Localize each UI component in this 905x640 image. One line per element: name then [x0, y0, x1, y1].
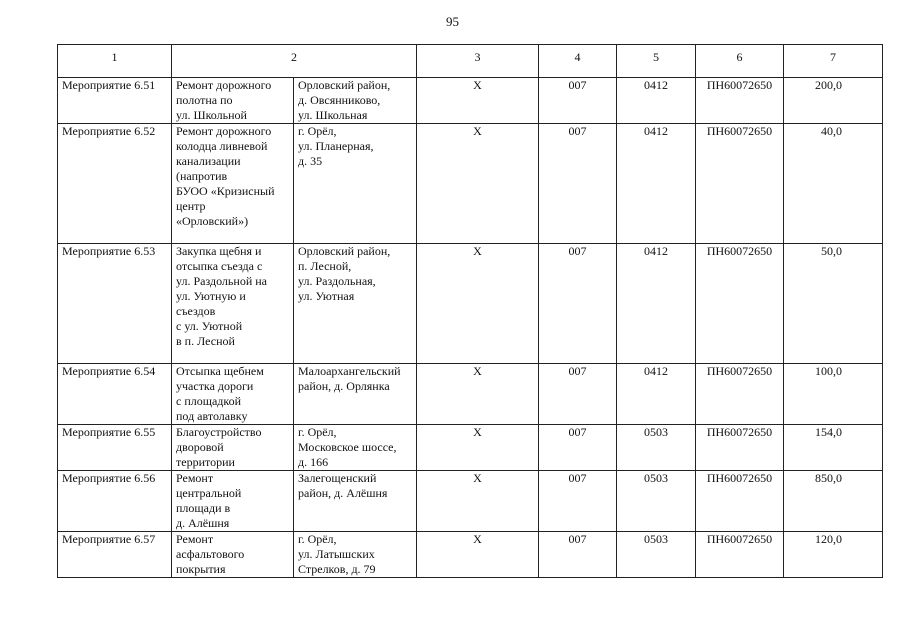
col3-cell: Х: [417, 364, 539, 425]
col4-cell: 007: [539, 244, 617, 364]
col3-cell: Х: [417, 425, 539, 471]
event-name-cell: Ремонт дорожного полотна по ул. Школьной: [172, 78, 294, 124]
col4-cell: 007: [539, 364, 617, 425]
address-cell: Орловский район, п. Лесной, ул. Раздольная, ул. Уютная: [294, 244, 417, 364]
table-row: [58, 532, 883, 578]
event-cell: Мероприятие 6.55: [58, 425, 172, 471]
col6-cell: ПН60072650: [696, 124, 784, 244]
col4-cell: 007: [539, 124, 617, 244]
col5-cell: 0412: [617, 78, 696, 124]
budget-table: [57, 44, 883, 578]
event-name-cell: Ремонт центральной площади в д. Алёшня: [172, 471, 294, 532]
col3-cell: Х: [417, 532, 539, 578]
table-row: [58, 244, 883, 364]
event-name-cell: Ремонт дорожного колодца ливневой канализации (напротив БУОО «Кризисный центр «Орловский»): [172, 124, 294, 244]
table-row: [58, 471, 883, 532]
col6-cell: ПН60072650: [696, 425, 784, 471]
address-cell: г. Орёл, ул. Латышских Стрелков, д. 79: [294, 532, 417, 578]
col7-cell: 50,0: [784, 244, 883, 364]
table-row: [58, 124, 883, 244]
table-row: [58, 425, 883, 471]
col3-cell: Х: [417, 78, 539, 124]
col5-cell: 0412: [617, 124, 696, 244]
col7-cell: 40,0: [784, 124, 883, 244]
col6-cell: ПН60072650: [696, 244, 784, 364]
col5-cell: 0503: [617, 471, 696, 532]
address-cell: Малоархангельский район, д. Орлянка: [294, 364, 417, 425]
page-number: 95: [446, 14, 459, 29]
col5-cell: 0503: [617, 425, 696, 471]
header-cell: 4: [539, 45, 617, 78]
col5-cell: 0412: [617, 244, 696, 364]
event-cell: Мероприятие 6.54: [58, 364, 172, 425]
col4-cell: 007: [539, 532, 617, 578]
col4-cell: 007: [539, 425, 617, 471]
event-name-cell: Отсыпка щебнем участка дороги с площадкой под автолавку: [172, 364, 294, 425]
col4-cell: 007: [539, 471, 617, 532]
col5-cell: 0503: [617, 532, 696, 578]
col7-cell: 850,0: [784, 471, 883, 532]
col6-cell: ПН60072650: [696, 364, 784, 425]
col7-cell: 120,0: [784, 532, 883, 578]
header-cell: 2: [172, 45, 417, 78]
col5-cell: 0412: [617, 364, 696, 425]
address-cell: Орловский район, д. Овсянниково, ул. Школьная: [294, 78, 417, 124]
event-cell: Мероприятие 6.51: [58, 78, 172, 124]
header-cell: 6: [696, 45, 784, 78]
col7-cell: 100,0: [784, 364, 883, 425]
event-name-cell: Ремонт асфальтового покрытия: [172, 532, 294, 578]
col7-cell: 200,0: [784, 78, 883, 124]
col3-cell: Х: [417, 471, 539, 532]
event-cell: Мероприятие 6.52: [58, 124, 172, 244]
event-cell: Мероприятие 6.57: [58, 532, 172, 578]
event-name-cell: Закупка щебня и отсыпка съезда с ул. Раздольной на ул. Уютную и съездов с ул. Уютной в п. Лесной: [172, 244, 294, 364]
col6-cell: ПН60072650: [696, 78, 784, 124]
col3-cell: Х: [417, 124, 539, 244]
col7-cell: 154,0: [784, 425, 883, 471]
col6-cell: ПН60072650: [696, 471, 784, 532]
header-cell: 5: [617, 45, 696, 78]
address-cell: г. Орёл, ул. Планерная, д. 35: [294, 124, 417, 244]
header-cell: 3: [417, 45, 539, 78]
address-cell: Залегощенский район, д. Алёшня: [294, 471, 417, 532]
table-row: [58, 364, 883, 425]
col3-cell: Х: [417, 244, 539, 364]
event-cell: Мероприятие 6.56: [58, 471, 172, 532]
col4-cell: 007: [539, 78, 617, 124]
table-row: [58, 78, 883, 124]
col6-cell: ПН60072650: [696, 532, 784, 578]
address-cell: г. Орёл, Московское шоссе, д. 166: [294, 425, 417, 471]
table-header-row: [58, 45, 883, 78]
event-name-cell: Благоустройство дворовой территории: [172, 425, 294, 471]
event-cell: Мероприятие 6.53: [58, 244, 172, 364]
header-cell: 1: [58, 45, 172, 78]
header-cell: 7: [784, 45, 883, 78]
